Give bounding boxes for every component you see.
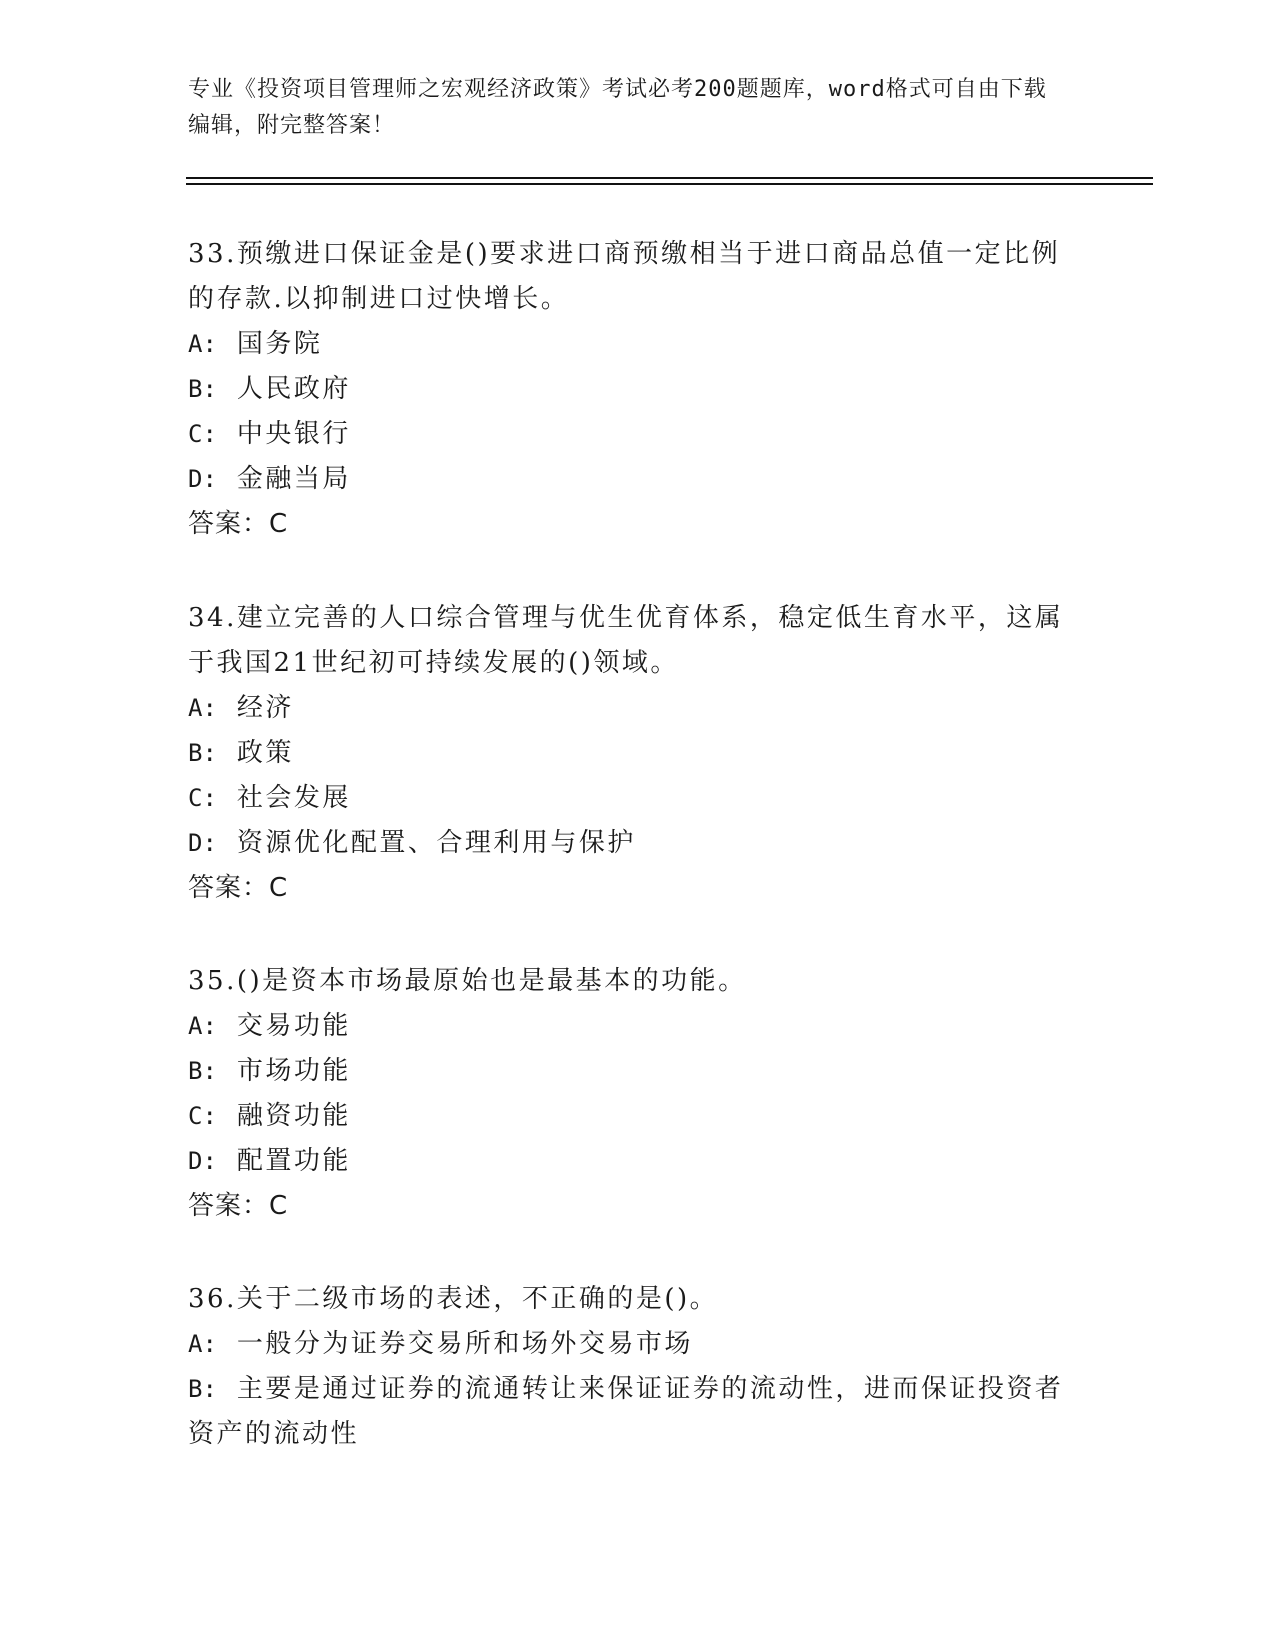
option-a	[188, 1322, 1068, 1367]
option-b	[188, 1049, 1068, 1094]
header-divider-top	[186, 177, 1153, 179]
option-key: D:	[188, 1147, 217, 1175]
option-c	[188, 776, 1068, 821]
option-text: 经济	[236, 693, 294, 723]
question-stem: 35.()是资本市场最原始也是最基本的功能。	[188, 966, 747, 996]
option-b	[188, 1367, 1068, 1457]
option-a	[188, 322, 1068, 367]
question-36	[188, 1277, 1068, 1457]
answer: 答案：C	[188, 873, 289, 903]
option-key: B:	[188, 375, 217, 403]
option-b	[188, 731, 1068, 776]
option-text: 一般分为证券交易所和场外交易市场	[236, 1329, 693, 1359]
option-text: 融资功能	[236, 1101, 351, 1131]
option-text: 中央银行	[236, 419, 351, 449]
option-text: 国务院	[236, 329, 323, 359]
option-text: 配置功能	[236, 1146, 351, 1176]
option-key: C:	[188, 784, 217, 812]
option-c	[188, 1094, 1068, 1139]
question-stem: 36.关于二级市场的表述，不正确的是()。	[188, 1284, 719, 1314]
option-key: A:	[188, 330, 217, 358]
option-d	[188, 821, 1068, 866]
option-a	[188, 1004, 1068, 1049]
option-text: 资源优化配置、合理利用与保护	[236, 828, 636, 858]
question-stem: 34.建立完善的人口综合管理与优生优育体系，稳定低生育水平，这属于我国21世纪初可持续发展的()领域。	[188, 603, 1064, 678]
option-key: D:	[188, 829, 217, 857]
option-key: D:	[188, 465, 217, 493]
option-b	[188, 367, 1068, 412]
option-text: 交易功能	[236, 1011, 351, 1041]
option-text: 金融当局	[236, 464, 351, 494]
question-33	[188, 232, 1068, 547]
option-text: 主要是通过证券的流通转让来保证证券的流动性，进而保证投资者资产的流动性	[188, 1374, 1064, 1449]
option-text: 人民政府	[236, 374, 351, 404]
option-d	[188, 1139, 1068, 1184]
option-c	[188, 412, 1068, 457]
question-34	[188, 596, 1068, 911]
option-text: 社会发展	[236, 783, 351, 813]
option-key: B:	[188, 1057, 217, 1085]
header-divider-bottom	[186, 183, 1153, 185]
question-35	[188, 959, 1068, 1229]
option-key: B:	[188, 739, 217, 767]
option-d	[188, 457, 1068, 502]
option-key: C:	[188, 420, 217, 448]
question-stem: 33.预缴进口保证金是()要求进口商预缴相当于进口商品总值一定比例的存款.以抑制进口过快增长。	[188, 239, 1061, 314]
option-a	[188, 686, 1068, 731]
answer: 答案：C	[188, 1191, 289, 1221]
option-key: A:	[188, 1012, 217, 1040]
option-text: 市场功能	[236, 1056, 351, 1086]
document-header: 专业《投资项目管理师之宏观经济政策》考试必考200题题库，word格式可自由下载编辑，附完整答案！	[188, 77, 1047, 138]
option-key: A:	[188, 694, 217, 722]
option-key: C:	[188, 1102, 217, 1130]
option-text: 政策	[236, 738, 294, 768]
option-key: A:	[188, 1330, 217, 1358]
option-key: B:	[188, 1375, 217, 1403]
answer: 答案：C	[188, 509, 289, 539]
